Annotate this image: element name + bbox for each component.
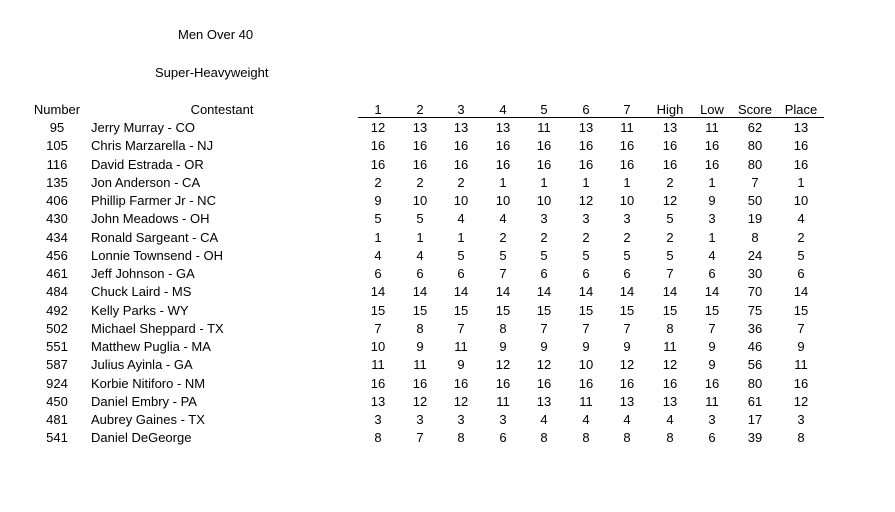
cell-score: 62 [747,120,763,135]
cell-j7: 8 [623,430,631,446]
cell-score: 46 [747,339,763,354]
cell-j7: 16 [619,156,635,172]
cell-low: 3 [708,211,716,227]
cell-score: 50 [747,193,763,208]
cell-j1: 16 [370,375,386,391]
cell-j5: 8 [540,430,548,446]
table-row [0,429,895,447]
cell-low: 11 [705,120,719,135]
cell-j5: 10 [536,193,552,208]
cell-j7: 15 [619,302,635,318]
cell-j5: 5 [540,247,548,263]
cell-j5: 16 [536,156,552,172]
cell-number: 105 [46,138,68,154]
cell-place: 2 [797,229,805,245]
cell-j6: 3 [582,211,590,227]
cell-contestant: Daniel Embry - PA [91,393,197,409]
cell-j1: 13 [370,393,386,409]
cell-j5: 2 [540,229,548,245]
cell-number: 406 [46,193,68,208]
cell-j6: 12 [578,193,594,208]
cell-j7: 11 [620,120,634,135]
cell-score: 70 [747,284,763,300]
cell-j6: 2 [582,229,590,245]
cell-j5: 3 [540,211,548,227]
cell-number: 95 [49,120,65,135]
cell-place: 13 [793,120,809,135]
cell-j6: 8 [582,430,590,446]
header-judge-6: 6 [582,102,590,117]
cell-score: 80 [747,375,763,391]
table-row [0,302,895,320]
header-judge-4: 4 [499,102,507,117]
cell-j3: 6 [457,266,465,281]
cell-j3: 11 [454,339,468,354]
cell-j7: 4 [623,412,631,427]
cell-j2: 16 [412,375,428,391]
cell-j1: 2 [374,174,382,190]
cell-number: 450 [46,393,68,409]
cell-j3: 7 [457,320,465,336]
cell-contestant: David Estrada - OR [91,156,204,172]
cell-place: 5 [797,247,805,263]
cell-j6: 16 [578,375,594,391]
header-judge-5: 5 [540,102,548,117]
cell-contestant: Chris Marzarella - NJ [91,138,214,154]
cell-j7: 16 [619,138,635,154]
cell-j1: 3 [374,412,382,427]
cell-j7: 6 [623,266,631,281]
cell-j3: 3 [457,412,465,427]
cell-j2: 11 [413,357,427,373]
cell-contestant: Phillip Farmer Jr - NC [91,193,216,208]
table-row [0,320,895,338]
cell-place: 11 [794,357,808,373]
cell-j2: 8 [416,320,424,336]
cell-high: 16 [662,156,678,172]
cell-high: 7 [666,266,674,281]
cell-j3: 13 [453,120,469,135]
cell-j1: 4 [374,247,382,263]
cell-j2: 3 [416,412,424,427]
cell-score: 80 [747,156,763,172]
cell-j3: 8 [457,430,465,446]
cell-j7: 16 [619,375,635,391]
cell-number: 481 [46,412,68,427]
cell-j6: 16 [578,138,594,154]
table-row [0,137,895,155]
table-row [0,210,895,228]
cell-number: 116 [46,156,68,172]
header-judge-3: 3 [457,102,465,117]
cell-j4: 2 [499,229,507,245]
cell-high: 14 [662,284,678,300]
cell-high: 8 [666,430,674,446]
cell-j1: 11 [371,357,385,373]
cell-j5: 1 [540,174,548,190]
cell-low: 7 [708,320,716,336]
cell-j6: 9 [582,339,590,354]
cell-number: 135 [46,174,68,190]
cell-j6: 1 [582,174,590,190]
cell-high: 11 [663,339,677,354]
cell-number: 541 [46,430,68,446]
cell-place: 6 [797,266,805,281]
cell-j4: 3 [499,412,507,427]
cell-score: 19 [747,211,763,227]
header-judge-2: 2 [416,102,424,117]
cell-j1: 9 [374,193,382,208]
page-subtitle: Super-Heavyweight [155,65,269,80]
cell-j2: 6 [416,266,424,281]
cell-j1: 6 [374,266,382,281]
cell-number: 502 [46,320,68,336]
cell-j4: 1 [499,174,507,190]
cell-contestant: Chuck Laird - MS [91,284,192,300]
cell-j4: 12 [495,357,511,373]
cell-j3: 1 [457,229,465,245]
cell-low: 4 [708,247,716,263]
table-row [0,375,895,393]
cell-j6: 15 [578,302,594,318]
cell-j7: 3 [623,211,631,227]
cell-j1: 1 [374,229,382,245]
cell-high: 13 [662,120,678,135]
cell-j5: 4 [540,412,548,427]
cell-contestant: Michael Sheppard - TX [91,320,224,336]
cell-j1: 7 [374,320,382,336]
cell-j6: 16 [578,156,594,172]
cell-j4: 13 [495,120,511,135]
cell-score: 56 [747,357,763,373]
cell-j6: 7 [582,320,590,336]
cell-contestant: Matthew Puglia - MA [91,339,211,354]
cell-low: 14 [704,284,720,300]
cell-number: 430 [46,211,68,227]
cell-j4: 7 [499,266,507,281]
cell-j4: 14 [495,284,511,300]
cell-j4: 4 [499,211,507,227]
cell-contestant: Jon Anderson - CA [91,174,201,190]
cell-score: 36 [747,320,763,336]
cell-j5: 13 [536,393,552,409]
cell-j1: 8 [374,430,382,446]
cell-high: 8 [666,320,674,336]
cell-contestant: Ronald Sargeant - CA [91,229,219,245]
cell-j5: 9 [540,339,548,354]
cell-j6: 5 [582,247,590,263]
cell-j2: 16 [412,138,428,154]
cell-low: 3 [708,412,716,427]
cell-j4: 10 [495,193,511,208]
cell-low: 9 [708,193,716,208]
cell-place: 7 [797,320,805,336]
cell-low: 16 [704,156,720,172]
cell-j7: 13 [619,393,635,409]
cell-j2: 16 [412,156,428,172]
cell-j5: 11 [537,120,551,135]
cell-j7: 1 [623,174,631,190]
cell-j2: 14 [412,284,428,300]
table-row [0,247,895,265]
cell-low: 1 [708,174,716,190]
cell-place: 16 [793,375,809,391]
cell-low: 11 [705,393,719,409]
cell-high: 2 [666,174,674,190]
cell-j4: 11 [496,393,510,409]
cell-number: 461 [46,266,68,281]
cell-contestant: John Meadows - OH [91,211,210,227]
table-row [0,174,895,192]
cell-j3: 14 [453,284,469,300]
cell-j1: 16 [370,138,386,154]
cell-high: 12 [662,193,678,208]
cell-j2: 9 [416,339,424,354]
cell-place: 15 [793,302,809,318]
table-row [0,283,895,301]
cell-score: 30 [747,266,763,281]
cell-j5: 15 [536,302,552,318]
table-row [0,229,895,247]
header-place: Place [784,102,818,117]
cell-score: 75 [747,302,763,318]
table-row [0,356,895,374]
cell-score: 7 [751,174,759,190]
header-underline [358,117,824,118]
cell-high: 5 [666,211,674,227]
cell-j7: 2 [623,229,631,245]
cell-j6: 14 [578,284,594,300]
cell-high: 12 [662,357,678,373]
cell-j7: 14 [619,284,635,300]
cell-contestant: Aubrey Gaines - TX [91,412,205,427]
cell-contestant: Kelly Parks - WY [91,302,189,318]
cell-contestant: Jerry Murray - CO [91,120,195,135]
cell-high: 15 [662,302,678,318]
cell-j3: 16 [453,156,469,172]
cell-j4: 15 [495,302,511,318]
header-judge-7: 7 [623,102,631,117]
cell-contestant: Julius Ayinla - GA [91,357,193,373]
cell-j2: 13 [412,120,428,135]
cell-j1: 5 [374,211,382,227]
header-low: Low [700,102,724,117]
cell-number: 434 [46,229,68,245]
table-row [0,192,895,210]
cell-j7: 10 [619,193,635,208]
cell-place: 3 [797,412,805,427]
cell-place: 4 [797,211,805,227]
cell-low: 16 [704,138,720,154]
cell-high: 16 [662,138,678,154]
cell-j1: 16 [370,156,386,172]
cell-j3: 16 [453,375,469,391]
cell-j7: 9 [623,339,631,354]
cell-low: 6 [708,430,716,446]
cell-j3: 15 [453,302,469,318]
cell-j7: 5 [623,247,631,263]
cell-j6: 6 [582,266,590,281]
cell-j2: 7 [416,430,424,446]
cell-number: 551 [46,339,68,354]
header-score: Score [738,102,772,117]
cell-j3: 4 [457,211,465,227]
cell-j3: 5 [457,247,465,263]
cell-number: 587 [46,357,68,373]
cell-score: 61 [747,393,763,409]
header-judge-1: 1 [374,102,382,117]
cell-low: 9 [708,357,716,373]
cell-low: 16 [704,375,720,391]
cell-j2: 12 [412,393,428,409]
cell-j5: 16 [536,138,552,154]
cell-j7: 12 [619,357,635,373]
cell-low: 15 [704,302,720,318]
cell-j2: 15 [412,302,428,318]
cell-low: 1 [708,229,716,245]
table-row [0,265,895,283]
cell-high: 16 [662,375,678,391]
cell-j5: 14 [536,284,552,300]
cell-contestant: Daniel DeGeorge [91,430,192,446]
cell-j2: 5 [416,211,424,227]
table-row [0,393,895,411]
cell-place: 9 [797,339,805,354]
cell-j1: 10 [370,339,386,354]
cell-number: 456 [46,247,68,263]
cell-j4: 16 [495,375,511,391]
table-row [0,338,895,356]
cell-low: 6 [708,266,716,281]
cell-number: 492 [46,302,68,318]
cell-score: 80 [747,138,763,154]
cell-j3: 10 [453,193,469,208]
cell-place: 12 [793,393,809,409]
cell-score: 39 [747,430,763,446]
cell-j1: 15 [370,302,386,318]
cell-place: 16 [793,156,809,172]
cell-j5: 6 [540,266,548,281]
header-high: High [656,102,684,117]
cell-j4: 16 [495,138,511,154]
cell-j3: 9 [457,357,465,373]
cell-contestant: Jeff Johnson - GA [91,266,195,281]
cell-place: 1 [797,174,805,190]
cell-j3: 16 [453,138,469,154]
header-contestant: Contestant [190,102,254,117]
cell-j5: 16 [536,375,552,391]
cell-contestant: Korbie Nitiforo - NM [91,375,206,391]
cell-j5: 12 [536,357,552,373]
cell-j3: 2 [457,174,465,190]
cell-j5: 7 [540,320,548,336]
cell-j4: 16 [495,156,511,172]
cell-j6: 11 [579,393,593,409]
cell-j4: 5 [499,247,507,263]
cell-score: 24 [747,247,763,263]
table-row [0,119,895,137]
cell-j2: 1 [416,229,424,245]
cell-number: 484 [46,284,68,300]
cell-j2: 2 [416,174,424,190]
cell-j2: 4 [416,247,424,263]
cell-j1: 12 [370,120,386,135]
cell-j6: 10 [578,357,594,373]
page-title: Men Over 40 [178,27,254,42]
cell-place: 8 [797,430,805,446]
cell-j4: 9 [499,339,507,354]
cell-place: 14 [793,284,809,300]
table-row [0,156,895,174]
cell-low: 9 [708,339,716,354]
table-row [0,411,895,429]
cell-j4: 8 [499,320,507,336]
cell-j6: 13 [578,120,594,135]
cell-contestant: Lonnie Townsend - OH [91,247,224,263]
cell-j1: 14 [370,284,386,300]
cell-score: 17 [747,412,763,427]
cell-j3: 12 [453,393,469,409]
cell-j2: 10 [412,193,428,208]
cell-number: 924 [46,375,68,391]
cell-high: 2 [666,229,674,245]
cell-high: 4 [666,412,674,427]
cell-score: 8 [751,229,759,245]
cell-place: 16 [793,138,809,154]
cell-high: 5 [666,247,674,263]
cell-place: 10 [793,193,809,208]
cell-high: 13 [662,393,678,409]
cell-j7: 7 [623,320,631,336]
cell-j6: 4 [582,412,590,427]
cell-j4: 6 [499,430,507,446]
header-number: Number [33,102,81,117]
